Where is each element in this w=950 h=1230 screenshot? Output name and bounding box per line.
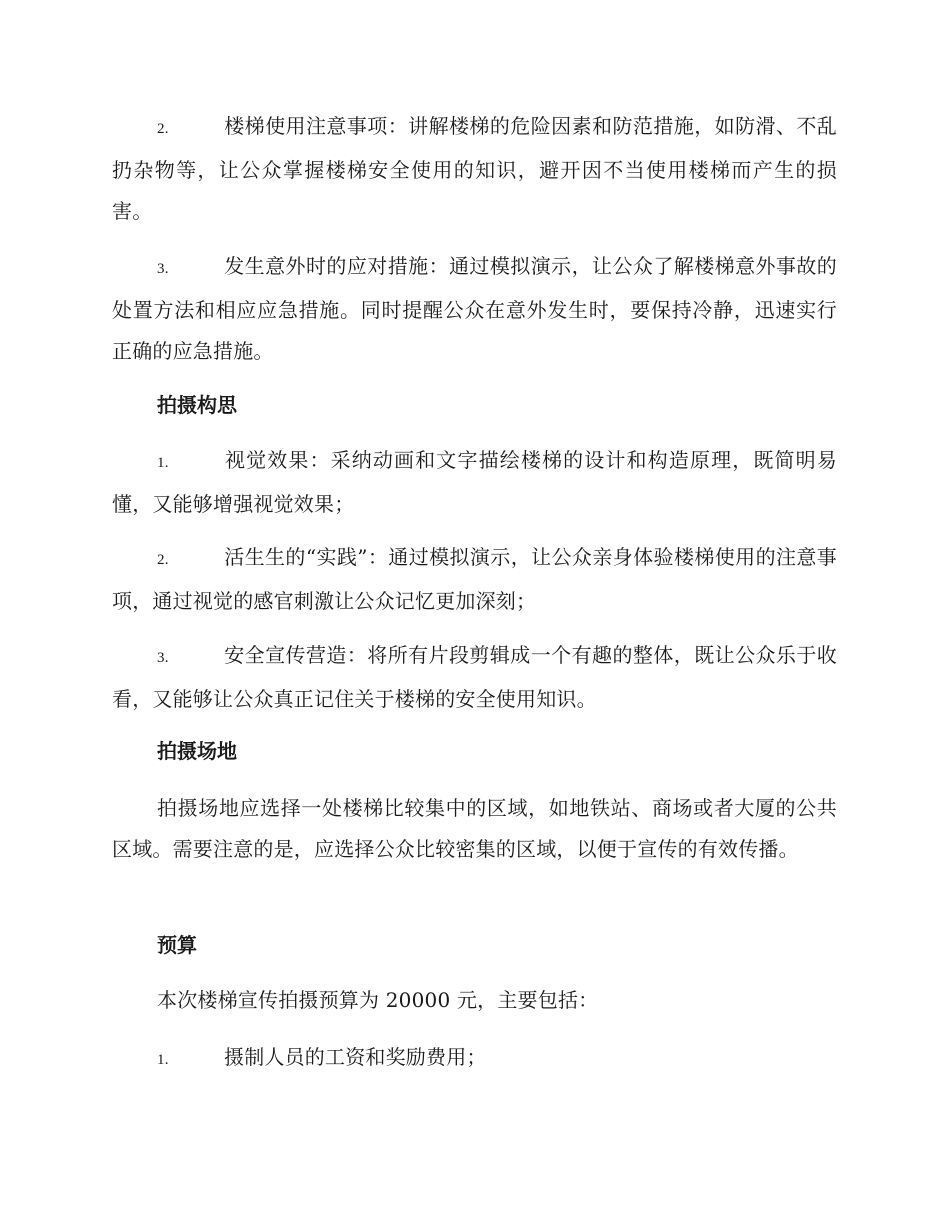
section-heading: [112, 731, 837, 772]
heading-location: 拍摄场地: [157, 739, 237, 763]
paragraph: [112, 788, 837, 870]
heading-concept: 拍摄构思: [157, 393, 237, 417]
list-item: [112, 537, 837, 622]
list-text: 摄制人员的工资和奖励费用；: [224, 1045, 487, 1069]
list-number: 2.: [157, 121, 169, 137]
list-number: 2.: [157, 552, 169, 568]
heading-budget: 预算: [157, 933, 197, 957]
paragraph: [112, 980, 837, 1021]
list-text: 发生意外时的应对措施：通过模拟演示，让公众了解楼梯意外事故的处置方法和相应应急措施。同时提醒公众在意外发生时，要保持冷静，迅速实行正确的应急措施。: [112, 254, 837, 363]
list-number: 3.: [157, 650, 169, 666]
list-number: 3.: [157, 261, 169, 277]
list-item: [112, 106, 837, 232]
paragraph-location: 拍摄场地应选择一处楼梯比较集中的区域，如地铁站、商场或者大厦的公共区域。需要注意的是，应选择公众比较密集的区域，以便于宣传的有效传播。: [112, 796, 837, 861]
section-heading: [112, 925, 837, 966]
list-text: 活生生的“实践”：通过模拟演示，让公众亲身体验楼梯使用的注意事项，通过视觉的感官刺激让公众记忆更加深刻；: [112, 545, 837, 613]
list-item: [112, 1037, 837, 1081]
paragraph-budget: 本次楼梯宣传拍摄预算为 20000 元，主要包括：: [157, 988, 599, 1012]
list-text: 楼梯使用注意事项：讲解楼梯的危险因素和防范措施，如防滑、不乱扔杂物等，让公众掌握楼梯安全使用的知识，避开因不当使用楼梯而产生的损害。: [112, 114, 837, 223]
list-item: [112, 440, 837, 525]
list-number: 1.: [157, 455, 169, 471]
section-heading: [112, 385, 837, 426]
list-text: 安全宣传营造：将所有片段剪辑成一个有趣的整体，既让公众乐于收看，又能够让公众真正记住关于楼梯的安全使用知识。: [112, 643, 837, 711]
list-text: 视觉效果：采纳动画和文字描绘楼梯的设计和构造原理，既简明易懂，又能够增强视觉效果；: [112, 448, 837, 516]
list-number: 1.: [157, 1052, 169, 1068]
list-item: [112, 635, 837, 720]
list-item: [112, 246, 837, 372]
